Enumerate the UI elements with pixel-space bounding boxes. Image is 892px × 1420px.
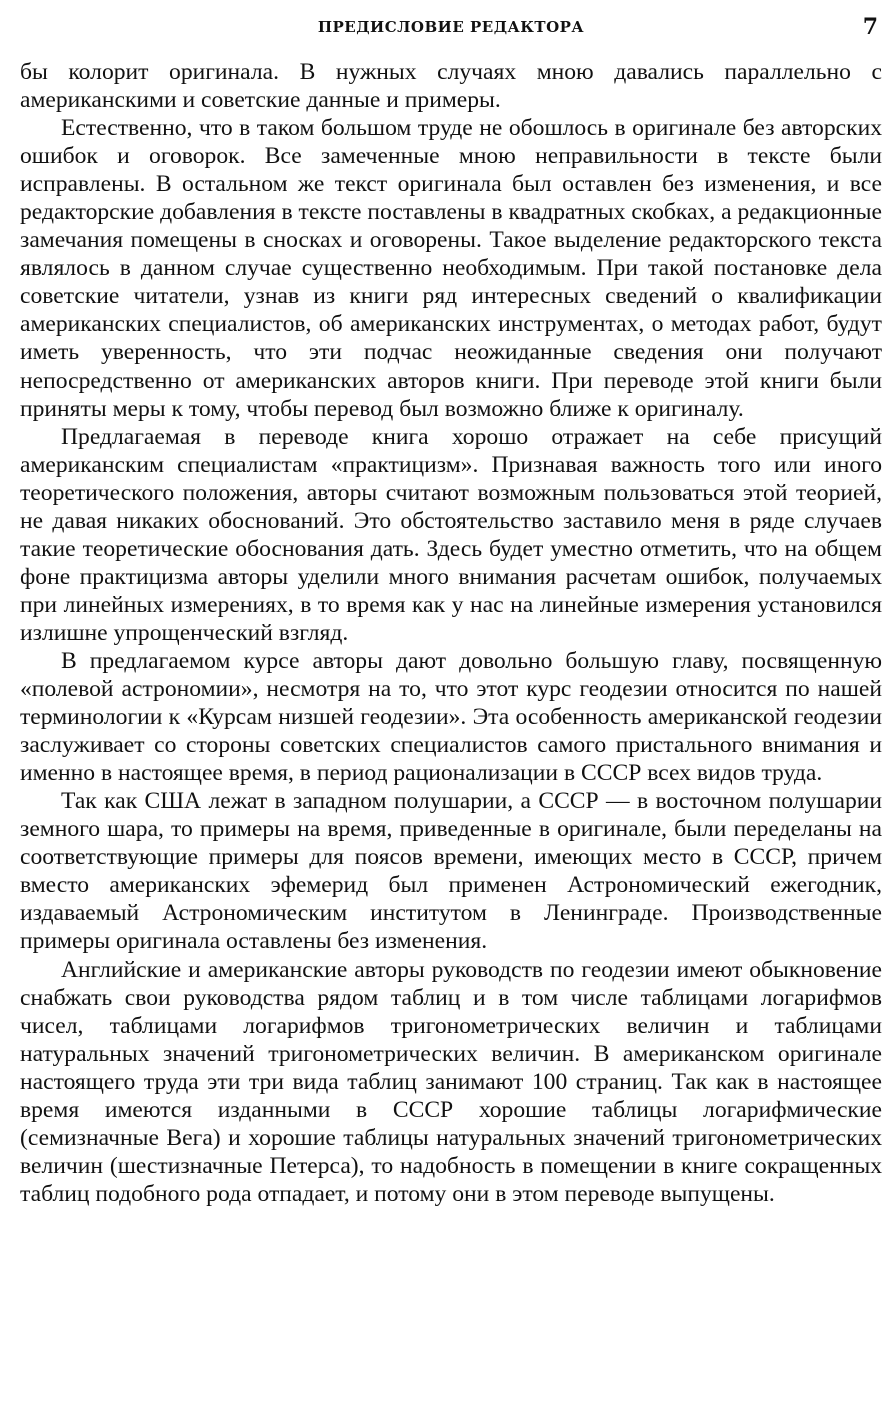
paragraph: Английские и американские авторы руководств по геодезии имеют обыкновение снабжать свои руководства рядом таблиц и в том числе таблицами логарифмов чисел, таблицами логарифмов тригонометрических величин и таблицами натуральных значений тригонометрических величин. В американском оригинале настоящего труда эти три вида таблиц занимают 100 страниц. Так как в настоящее время имеются изданными в СССР хорошие таблицы логарифмические (семизначные Вега) и хорошие таблицы натуральных значений тригонометрических величин (шестизначные Петерса), то надобность в помещении в книге сокращенных таблиц подобного рода отпадает, и потому они в этом переводе выпущены.	[20, 956, 882, 1207]
paragraph: Естественно, что в таком большом труде не обошлось в оригинале без авторских ошибок и оговорок. Все замеченные мною неправильности в тексте были исправлены. В остальном же текст оригинала был оставлен без изменения, и все редакторские добавления в тексте поставлены в квадратных скобках, а редакционные замечания помещены в сносках и оговорены. Такое выделение редакторского текста являлось в данном случае существенно необходимым. При такой постановке дела советские читатели, узнав из книги ряд интересных сведений о квалификации американских специалистов, об американских инструментах, о методах работ, будут иметь уверенность, что эти подчас неожиданные сведения они получают непосредственно от американских авторов книги. При переводе этой книги были приняты меры к тому, чтобы перевод был возможно ближе к оригиналу.	[20, 115, 882, 422]
paragraph: В предлагаемом курсе авторы дают довольно большую главу, посвященную «полевой астрономии», несмотря на то, что этот курс геодезии относится по нашей терминологии к «Курсам низшей геодезии». Эта особенность американской геодезии заслуживает со стороны советских специалистов самого пристального внимания и именно в настоящее время, в период рационализации в СССР всех видов труда.	[20, 647, 882, 787]
running-title: ПРЕДИСЛОВИЕ РЕДАКТОРА	[317, 18, 585, 36]
paragraph: Предлагаемая в переводе книга хорошо отражает на себе присущий американским специалистам «практицизм». Признавая важность того или иного теоретического положения, авторы считают возможным пользоваться этой теорией, не давая никаких обоснований. Это обстоятельство заставило меня в ряде случаев такие теоретические обоснования дать. Здесь будет уместно отметить, что на общем фоне практицизма авторы уделили много внимания расчетам ошибок, получаемых при линейных измерениях, в то время как у нас на линейные измерения установился излишне упрощенческий взгляд.	[20, 423, 882, 646]
page-number: 7	[862, 14, 878, 40]
running-header	[20, 12, 882, 44]
body-text	[20, 58, 882, 1208]
paragraph: Так как США лежат в западном полушарии, а СССР — в восточном полушарии земного шара, то примеры на время, приведенные в оригинале, были переделаны на соответствующие примеры для поясов времени, имеющих место в СССР, причем вместо американских эфемерид был применен Астрономический ежегодник, издаваемый Астрономическим институтом в Ленинграде. Производственные примеры оригинала оставлены без изменения.	[20, 788, 882, 955]
paragraph-continued: бы колорит оригинала. В нужных случаях мною давались параллельно с американскими и советские данные и примеры.	[20, 59, 882, 114]
book-page	[20, 12, 882, 1412]
